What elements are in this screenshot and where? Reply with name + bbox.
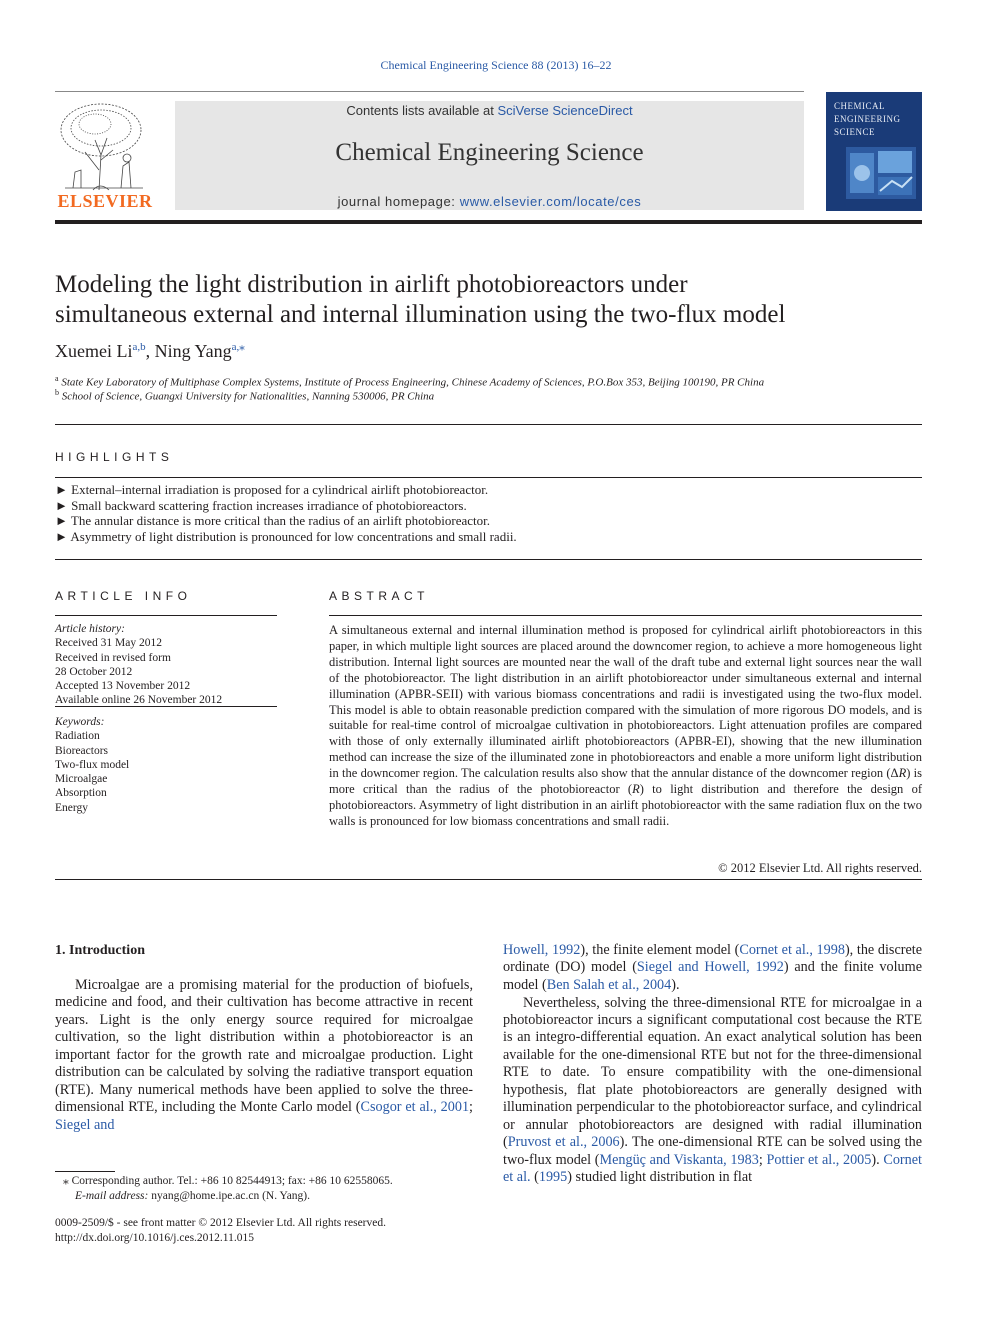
text-do-model: ), the discrete ordinate (DO) model ( xyxy=(503,942,922,976)
keywords-label: Keywords: xyxy=(55,716,105,728)
abstract-text xyxy=(329,623,922,830)
ref-cornet-1995-year[interactable]: 1995 xyxy=(538,1169,568,1186)
author-list xyxy=(55,340,245,362)
ref-separator: ; xyxy=(469,1099,473,1116)
author-1[interactable]: Xuemei Li xyxy=(55,341,133,361)
text-end-p1: ). xyxy=(671,976,680,993)
copyright: © 2012 Elsevier Ltd. All rights reserved. xyxy=(718,861,922,875)
email-note xyxy=(55,1189,495,1204)
cover-image-icon xyxy=(846,147,916,199)
intro-p1-text: Microalgae are a promising material for the production of biofuels, medicine and food, and their cultivation has become attractive in recent years. Light is the only energy source required for microalgae cultivation, so the light distribution within a photobioreactor is an important factor for the growth rate and microalgae production. Light distribution can be calculated by solving the radiative transport equation (RTE). Many numerical methods have been applied to solve the three-dimensional RTE, including the Monte Carlo model ( xyxy=(55,977,473,1116)
issn-line: 0009-2509/$ - see front matter © 2012 Elsevier Ltd. All rights reserved. xyxy=(55,1217,386,1229)
divider-below-highlights xyxy=(55,559,922,560)
keyword: Two-flux model xyxy=(55,758,130,771)
header-bottom-rule xyxy=(55,220,922,224)
author-1-affil-mark[interactable]: a,b xyxy=(132,341,146,353)
highlight-text: Small backward scattering fraction increases irradiance of photobioreactors. xyxy=(71,497,467,513)
history-label: Article history: xyxy=(55,623,125,635)
intro-paragraph-2 xyxy=(503,995,922,1187)
sciencedirect-link[interactable]: SciVerse ScienceDirect xyxy=(497,103,633,118)
email-link[interactable]: nyang@home.ipe.ac.cn (N. Yang). xyxy=(148,1190,311,1202)
cover-title xyxy=(834,100,901,139)
text-last: ) studied light distribution in flat xyxy=(567,1169,753,1186)
article-info-rule xyxy=(55,615,277,616)
keyword: Energy xyxy=(55,801,89,814)
keywords-rule xyxy=(55,706,277,707)
elsevier-wordmark: ELSEVIER xyxy=(57,191,153,211)
ref-siegel-howell-1992-b[interactable]: Siegel and Howell, 1992 xyxy=(636,959,784,976)
journal-cover[interactable] xyxy=(826,92,922,211)
highlight-text: The annular distance is more critical than the radius of an airlift photobioreactor. xyxy=(70,513,490,528)
affiliation-b xyxy=(55,388,434,403)
text-finite-element: ), the finite element model ( xyxy=(580,942,740,958)
footnote-rule xyxy=(55,1171,115,1172)
highlight-text: External–internal irradiation is proposed for a cylindrical airlift photobioreactor. xyxy=(71,482,489,497)
abstract-part-2: ) is more critical than the radius of the photobioreactor ( xyxy=(329,766,922,797)
author-separator: , xyxy=(145,341,155,361)
bullet-icon: ► xyxy=(55,513,68,528)
abstract-part-3: ) to light distribution and therefore the design of photobioreactors. Asymmetry of light distribution in an airlift photobioreactor with the same radiation flux on the two walls is pronounced for low biomass concentrations and small radii. xyxy=(329,782,922,828)
keyword: Absorption xyxy=(55,787,107,800)
highlight-item xyxy=(55,498,467,514)
history-entry: Received in revised form xyxy=(55,651,171,664)
corr-text: Corresponding author. Tel.: +86 10 82544913; fax: +86 10 62558065. xyxy=(68,1175,393,1187)
affiliation-b-text: School of Science, Guangxi University for Nationalities, Nanning 530006, PR China xyxy=(61,390,435,403)
ref-separator: ; xyxy=(758,1151,767,1168)
history-entry: 28 October 2012 xyxy=(55,665,133,678)
elsevier-tree-icon xyxy=(55,100,155,192)
journal-title: Chemical Engineering Science xyxy=(335,139,644,166)
highlight-item xyxy=(55,482,488,498)
bullet-icon: ► xyxy=(55,497,68,513)
keywords-list xyxy=(55,715,277,815)
corresponding-author-mark[interactable]: ⁎ xyxy=(239,341,245,353)
abstract-rule xyxy=(329,615,922,616)
history-entry: Available online 26 November 2012 xyxy=(55,694,223,707)
homepage-prefix: journal homepage: xyxy=(337,194,460,209)
header-top-rule xyxy=(55,91,804,92)
affiliation-b-mark: b xyxy=(55,388,59,397)
divider-above-highlights xyxy=(55,424,922,425)
history-entry: Accepted 13 November 2012 xyxy=(55,680,191,693)
corresponding-author-note xyxy=(55,1174,495,1189)
divider-below-abstract xyxy=(55,879,922,880)
ref-cornet-1995-authors[interactable]: Cornet et al. xyxy=(503,1151,922,1186)
symbol-R: R xyxy=(898,766,907,781)
intro-paragraph-1-cont xyxy=(503,942,922,994)
title-line-1: Modeling the light distribution in airlift photobioreactors under xyxy=(55,271,688,298)
highlight-item xyxy=(55,529,517,545)
footnotes xyxy=(55,1174,495,1204)
elsevier-logo[interactable] xyxy=(55,100,155,212)
intro-p2-text: Nevertheless, solving the three-dimensional RTE for microalgae in a photobioreactor incurs a significant computational cost because the RTE is an integro-differential equation. An exact analytical solution has been available for the one-dimensional RTE but not for the three-dimensional RTE to date. To ensure compatibility with the one-dimensional hypothesis, flat plate photobioreactors are generally designed with illumination perpendicular to the photobioreactor surface, and cylindrical or annular photobioreactors are designed with radial illumination ( xyxy=(503,994,922,1151)
ref-menguc-viskanta-1983[interactable]: Mengüç and Viskanta, 1983 xyxy=(599,1151,759,1168)
article-title xyxy=(55,270,922,330)
text-finite-volume: ) and the finite volume model ( xyxy=(503,959,922,993)
article-info-heading: ARTICLE INFO xyxy=(55,589,192,603)
ref-siegel-howell-1992-cont[interactable]: Howell, 1992 xyxy=(503,942,581,958)
intro-paragraph-1 xyxy=(55,977,473,1134)
article-history xyxy=(55,622,277,708)
email-label: E-mail address: xyxy=(75,1190,149,1202)
title-line-2: simultaneous external and internal illumination using the two-flux model xyxy=(55,301,786,328)
text-two-flux: ). The one-dimensional RTE can be solved using the two-flux model ( xyxy=(503,1134,922,1168)
ref-cornet-1998[interactable]: Cornet et al., 1998 xyxy=(739,942,845,958)
highlights-rule xyxy=(55,477,922,478)
journal-banner xyxy=(175,101,804,210)
author-2[interactable]: Ning Yang xyxy=(154,341,232,361)
cover-line-3: SCIENCE xyxy=(834,127,876,137)
homepage-link[interactable]: www.elsevier.com/locate/ces xyxy=(459,194,642,209)
keyword: Bioreactors xyxy=(55,744,109,757)
abstract-part-1: A simultaneous external and internal illumination method is proposed for cylindrical airlift photobioreactors in this paper, in which multiple light sources are placed around the downcomer region, to achieve a more homogeneous light distribution. Internal light sources are mounted near the wall of the draft tube and external light sources near the wall of the photobioreactor. The light distribution in an airlift photobioreactor under simultaneous external and internal illumination (APBR-SEII) with various biomass concentrations and radii is investigated using the two-flux model. This model is able to obtain reasonable prediction compared with the simulation of more rigorous DO models, and is suitable for real-time control of microalgae cultivation in photobioreactors. Light attenuation profiles are compared with those of only externally illuminated airlift photobioreactors (APBR-EI), showing that the new illumination method can increase the size of the illuminated zone in photobioreactors and enable a more uniform light distribution in the downcomer region. The calculation results also show that the annular distance of the downcomer region (Δ xyxy=(329,623,922,781)
history-entry: Received 31 May 2012 xyxy=(55,637,162,650)
contents-availability xyxy=(175,103,804,118)
highlight-item xyxy=(55,513,490,529)
keyword: Radiation xyxy=(55,730,100,743)
bullet-icon: ► xyxy=(55,528,68,544)
journal-citation[interactable]: Chemical Engineering Science 88 (2013) 16–22 xyxy=(380,58,612,72)
ref-csogor-2001[interactable]: Csogor et al., 2001 xyxy=(360,1099,470,1116)
bullet-icon: ► xyxy=(55,482,68,497)
author-2-affil-mark[interactable]: a, xyxy=(231,341,240,353)
footnote-star: ⁎ xyxy=(63,1175,69,1187)
ref-separator: ). xyxy=(871,1151,884,1168)
affiliation-a xyxy=(55,374,764,389)
paren-open: ( xyxy=(530,1169,539,1186)
affiliation-a-mark: a xyxy=(55,374,59,383)
symbol-R: R xyxy=(632,782,640,797)
cover-line-1: CHEMICAL xyxy=(834,101,885,111)
front-matter xyxy=(55,1216,495,1246)
doi-link[interactable]: http://dx.doi.org/10.1016/j.ces.2012.11.015 xyxy=(55,1232,255,1244)
affiliation-a-text: State Key Laboratory of Multiphase Complex Systems, Institute of Process Engineering, Chinese Academy of Sciences, P.O.Box 353, Beijing 100190, PR China xyxy=(61,376,765,389)
journal-homepage xyxy=(175,194,804,209)
section-heading-introduction: 1. Introduction xyxy=(55,943,145,958)
ref-pottier-2005[interactable]: Pottier et al., 2005 xyxy=(766,1151,872,1168)
contents-prefix: Contents lists available at xyxy=(346,103,498,118)
keyword: Microalgae xyxy=(55,773,108,786)
ref-pruvost-2006[interactable]: Pruvost et al., 2006 xyxy=(507,1134,620,1151)
ref-siegel-howell-1992[interactable]: Siegel and xyxy=(55,1116,115,1133)
cover-line-2: ENGINEERING xyxy=(834,114,901,124)
highlight-text: Asymmetry of light distribution is pronounced for low concentrations and small radii. xyxy=(70,528,517,544)
abstract-heading: ABSTRACT xyxy=(329,589,430,603)
ref-ben-salah-2004[interactable]: Ben Salah et al., 2004 xyxy=(546,976,672,993)
highlights-heading: HIGHLIGHTS xyxy=(55,450,174,464)
